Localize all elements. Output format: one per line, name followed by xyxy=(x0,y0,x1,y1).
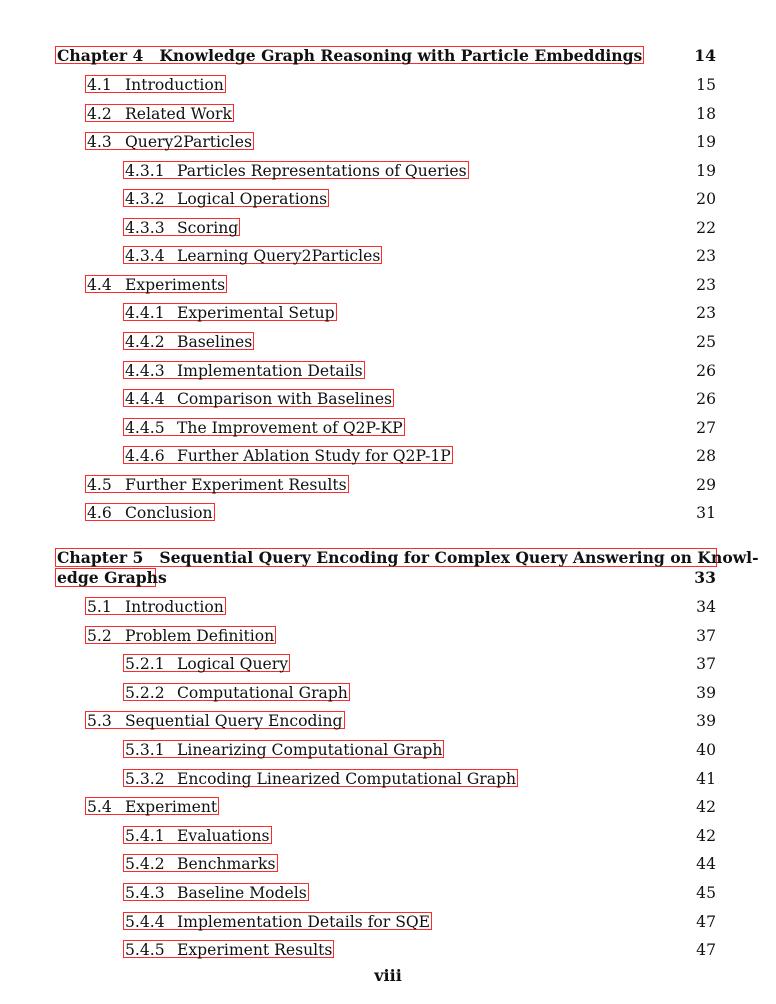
section-title: Introduction xyxy=(125,598,224,616)
section-number: 4.4.3 xyxy=(125,361,165,380)
page-number: 45 xyxy=(696,884,716,902)
toc-entry[interactable] xyxy=(0,626,776,646)
section-number: 5.2.1 xyxy=(125,655,165,674)
toc-chapter-4[interactable] xyxy=(0,46,776,66)
section-number: 4.4.4 xyxy=(125,390,165,409)
section-title: Logical Operations xyxy=(177,190,328,209)
page-number: 34 xyxy=(696,598,716,616)
toc-link[interactable] xyxy=(85,711,345,729)
toc-entry[interactable] xyxy=(0,797,776,817)
page-number: 25 xyxy=(696,332,716,351)
toc-link[interactable] xyxy=(123,769,518,787)
page-number: 37 xyxy=(696,626,716,645)
toc-link[interactable] xyxy=(123,826,272,844)
section-title: Experiment xyxy=(125,798,218,817)
section-title: Evaluations xyxy=(177,826,270,845)
toc-link[interactable] xyxy=(85,797,219,815)
page-number: 33 xyxy=(694,568,716,587)
section-title: Query2Particles xyxy=(125,133,252,152)
section-title: Further Experiment Results xyxy=(125,475,347,494)
toc-link[interactable] xyxy=(123,246,382,264)
section-number: 4.6 xyxy=(87,504,112,523)
toc-entry[interactable] xyxy=(0,854,776,874)
section-number: 4.3.2 xyxy=(125,190,165,209)
chapter-title: Knowledge Graph Reasoning with Particle Embeddings xyxy=(159,46,643,65)
toc-entry[interactable] xyxy=(0,475,776,495)
toc-link[interactable] xyxy=(123,418,405,436)
page-number: 42 xyxy=(696,826,716,845)
section-title: Conclusion xyxy=(125,504,213,523)
section-title: Implementation Details xyxy=(177,361,363,380)
page-number: 15 xyxy=(696,76,716,94)
section-number: 4.3.3 xyxy=(125,218,165,237)
section-title: Problem Definition xyxy=(125,626,275,645)
section-title: Logical Query xyxy=(177,655,289,674)
toc-link[interactable] xyxy=(123,161,469,179)
section-number: 4.1 xyxy=(87,76,112,94)
toc-link[interactable] xyxy=(123,389,394,407)
toc-link[interactable] xyxy=(123,654,290,672)
toc-entry[interactable] xyxy=(0,654,776,674)
section-number: 5.4.3 xyxy=(125,884,165,902)
toc-entry[interactable] xyxy=(0,161,776,181)
section-title: Baselines xyxy=(177,332,253,351)
page-number: 19 xyxy=(696,133,716,152)
section-number: 4.5 xyxy=(87,475,112,494)
section-title: Linearizing Computational Graph xyxy=(177,741,443,759)
page-number: 18 xyxy=(696,104,716,123)
section-title: Comparison with Baselines xyxy=(177,390,393,409)
section-title: Scoring xyxy=(177,218,239,237)
toc-entry[interactable] xyxy=(0,418,776,438)
section-number: 5.3.1 xyxy=(125,741,165,759)
section-number: 5.4.1 xyxy=(125,826,165,845)
toc-entry[interactable] xyxy=(0,275,776,295)
toc-link[interactable] xyxy=(123,189,329,207)
toc-link[interactable] xyxy=(123,332,254,350)
chapter-label: Chapter 5 xyxy=(57,548,144,567)
section-number: 5.4.5 xyxy=(125,941,165,960)
page-number: 26 xyxy=(696,361,716,380)
section-title: Experiment Results xyxy=(177,941,333,960)
page-number: 29 xyxy=(696,475,716,494)
toc-entry[interactable] xyxy=(0,218,776,238)
toc-link[interactable] xyxy=(85,503,215,521)
toc-link[interactable] xyxy=(123,218,240,236)
toc-entry[interactable] xyxy=(0,246,776,266)
toc-entry[interactable] xyxy=(0,740,776,760)
page-number: 47 xyxy=(696,912,716,931)
toc-link[interactable] xyxy=(123,854,278,872)
section-title: Experiments xyxy=(125,275,226,294)
section-title: Benchmarks xyxy=(177,855,276,874)
toc-link[interactable] xyxy=(123,912,432,930)
toc-link[interactable] xyxy=(85,275,227,293)
section-number: 4.4 xyxy=(87,275,112,294)
page-number: 42 xyxy=(696,798,716,817)
toc-link[interactable] xyxy=(123,940,334,958)
section-title: Further Ablation Study for Q2P-1P xyxy=(177,447,451,466)
section-number: 5.1 xyxy=(87,598,112,616)
toc-entry[interactable] xyxy=(0,446,776,466)
toc-link[interactable] xyxy=(123,303,337,321)
section-title: Related Work xyxy=(125,104,232,123)
section-title: Computational Graph xyxy=(177,683,348,702)
toc-link[interactable] xyxy=(85,75,226,93)
page-number: 39 xyxy=(696,683,716,702)
toc-entry[interactable] xyxy=(0,189,776,209)
chapter-title-line2: edge Graphs xyxy=(57,568,167,587)
section-title: Sequential Query Encoding xyxy=(125,712,343,731)
section-number: 4.3.4 xyxy=(125,247,165,266)
toc-link[interactable] xyxy=(85,104,234,122)
page-number: 41 xyxy=(696,769,716,788)
page-number: 22 xyxy=(696,218,716,237)
toc-link[interactable] xyxy=(123,361,365,379)
section-number: 5.2.2 xyxy=(125,683,165,702)
chapter-label: Chapter 4 xyxy=(57,46,144,65)
toc-entry[interactable] xyxy=(0,132,776,152)
toc-link[interactable] xyxy=(85,626,276,644)
toc-link[interactable] xyxy=(123,446,453,464)
page-number: 40 xyxy=(696,741,716,759)
section-number: 4.4.6 xyxy=(125,447,165,466)
toc-entry[interactable] xyxy=(0,912,776,932)
toc-link[interactable] xyxy=(85,132,254,150)
toc-link[interactable] xyxy=(123,740,444,758)
page-number: 39 xyxy=(696,712,716,731)
section-number: 5.4 xyxy=(87,798,112,817)
page-number: 44 xyxy=(696,855,716,874)
section-title: Baseline Models xyxy=(177,884,307,902)
toc-entry[interactable] xyxy=(0,104,776,124)
page-number: 47 xyxy=(696,941,716,960)
section-title: The Improvement of Q2P-KP xyxy=(177,418,403,437)
toc-entry[interactable] xyxy=(0,683,776,703)
page-number: 23 xyxy=(696,247,716,266)
section-number: 5.3.2 xyxy=(125,769,165,788)
page-number: 23 xyxy=(696,275,716,294)
toc-entry[interactable] xyxy=(0,361,776,381)
chapter-5-page-row xyxy=(0,568,776,588)
section-number: 5.2 xyxy=(87,626,112,645)
toc-entry[interactable] xyxy=(0,597,776,617)
chapter-title-line1: Chapter 5 Sequential Query Encoding for Complex Query Answering on Knowl- xyxy=(57,548,759,567)
toc-entry[interactable] xyxy=(0,303,776,323)
page-number: 26 xyxy=(696,390,716,409)
section-number: 4.4.2 xyxy=(125,332,165,351)
toc-entry[interactable] xyxy=(0,769,776,789)
toc-entry[interactable] xyxy=(0,940,776,960)
section-title: Introduction xyxy=(125,76,224,94)
section-title: Learning Query2Particles xyxy=(177,247,381,266)
section-number: 4.2 xyxy=(87,104,112,123)
section-number: 4.4.5 xyxy=(125,418,165,437)
section-number: 5.3 xyxy=(87,712,112,731)
page-number: 20 xyxy=(696,190,716,209)
toc-link[interactable] xyxy=(85,597,226,615)
toc-entry[interactable] xyxy=(0,883,776,903)
page-number: 19 xyxy=(696,161,716,180)
section-title: Experimental Setup xyxy=(177,304,335,323)
toc-entry[interactable] xyxy=(0,711,776,731)
toc-link[interactable] xyxy=(123,683,350,701)
section-number: 5.4.4 xyxy=(125,912,165,931)
section-number: 5.4.2 xyxy=(125,855,165,874)
section-title: Implementation Details for SQE xyxy=(177,912,431,931)
section-title: Particles Representations of Queries xyxy=(177,161,467,180)
toc-link-chapter-4[interactable] xyxy=(55,46,644,64)
page-number: 23 xyxy=(696,304,716,323)
toc-entry[interactable] xyxy=(0,826,776,846)
toc-entry[interactable] xyxy=(0,332,776,352)
toc-entry[interactable] xyxy=(0,503,776,523)
page-number: 27 xyxy=(696,418,716,437)
toc-entry[interactable] xyxy=(0,389,776,409)
section-number: 4.4.1 xyxy=(125,304,165,323)
toc-link[interactable] xyxy=(123,883,309,901)
page-number: 37 xyxy=(696,655,716,674)
page-footer-number: viii xyxy=(374,966,402,985)
page-number: 14 xyxy=(694,46,716,65)
page-number: 31 xyxy=(696,504,716,523)
section-number: 4.3 xyxy=(87,133,112,152)
page-number: 28 xyxy=(696,447,716,466)
toc-link[interactable] xyxy=(85,475,349,493)
toc-entry[interactable] xyxy=(0,75,776,95)
section-number: 4.3.1 xyxy=(125,161,165,180)
section-title: Encoding Linearized Computational Graph xyxy=(177,769,517,788)
